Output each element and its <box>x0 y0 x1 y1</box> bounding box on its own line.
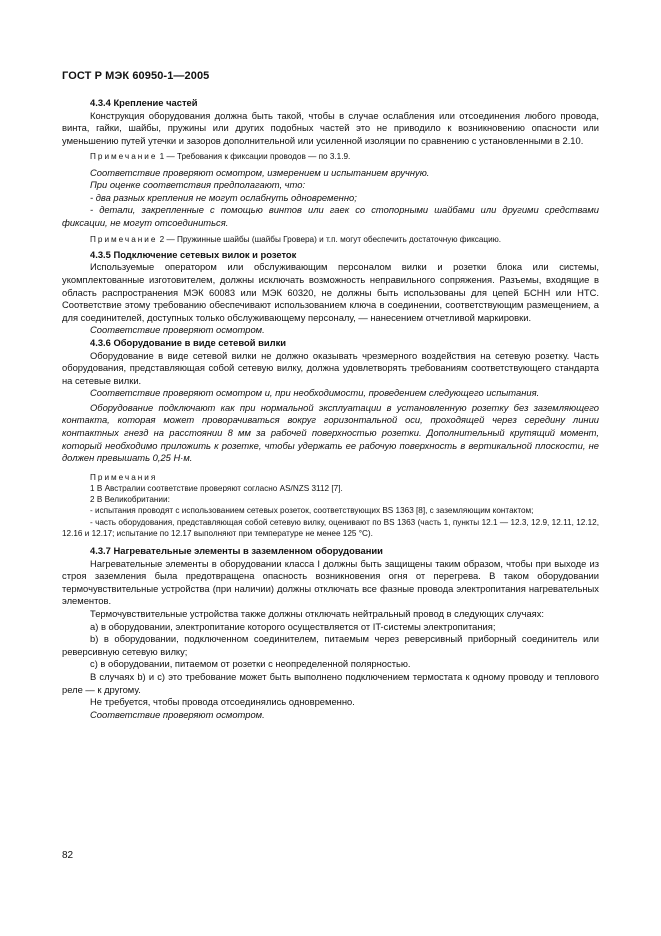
section-4-3-7-paragraph: Термочувствительные устройства также должны отключать нейтральный провод в следующих случаях: <box>90 608 545 620</box>
section-4-3-4-title: 4.3.4 Крепление частей <box>90 97 198 108</box>
document-header: ГОСТ Р МЭК 60950-1—2005 <box>62 70 210 82</box>
list-item-a: а) в оборудовании, электропитание которого осуществляется от IT-системы электропитания; <box>90 620 496 632</box>
dash-item: - детали, закрепленные с помощью винтов или гаек со стопорными шайбами или другими средствами фиксации, не могут отсоединиться. <box>62 204 599 228</box>
note-2 <box>62 234 599 245</box>
compliance-text: Соответствие проверяют осмотром, измерением и испытанием вручную. <box>90 166 430 178</box>
section-4-3-4-paragraph: Конструкция оборудования должна быть такой, чтобы в случае ослабления или отсоединения любого провода, винта, гайки, шайбы, пружины или других подобных частей это не приводило к возникновению опасности или уменьшению путей утечки и зазоров дополнительной или усиленной изоляции по сравнению с установленными в 2.10. <box>62 109 599 146</box>
note-item: 1 В Австралии соответствие проверяют согласно AS/NZS 3112 [7]. <box>90 484 343 494</box>
note-item: 2 В Великобритании: <box>90 495 170 505</box>
note-1 <box>62 151 599 162</box>
note-label: Примечание <box>90 152 158 162</box>
list-item-b: b) в оборудовании, подключенном соединителем, питаемым через реверсивный приборный соединитель или реверсивную сетевую вилку; <box>62 633 599 657</box>
section-4-3-6-paragraph: Оборудование в виде сетевой вилки не должно оказывать чрезмерного воздействия на сетевую розетку. Часть оборудования, представляющая собой сетевую вилку, должна удовлетворять требованиям соответствующего стандарта на сетевые вилки. <box>62 349 599 386</box>
test-description: Оборудование подключают как при нормальной эксплуатации в установленную розетку без заземляющего контакта, которая может проворачиваться вокруг горизонтальной оси, проходящей через середину линии контактных гнезд на расстоянии 8 мм за рабочей поверхностью розетки. Дополнительный крутящий момент, который необходимо приложить к розетке, чтобы удержать ее рабочую поверхность в вертикальной плоскости, не должен превышать 0,25 Н·м. <box>62 401 599 464</box>
page-content <box>62 97 599 721</box>
list-item-c: с) в оборудовании, питаемом от розетки с неопределенной полярностью. <box>90 658 411 670</box>
section-4-3-7-title: 4.3.7 Нагревательные элементы в заземленном оборудовании <box>90 545 383 557</box>
section-4-3-6-title: 4.3.6 Оборудование в виде сетевой вилки <box>90 336 287 348</box>
dash-item: - два разных крепления не могут ослабнуть одновременно; <box>90 191 357 203</box>
assumption-text: При оценке соответствия предполагают, что: <box>90 179 306 191</box>
note-text: 2 — Пружинные шайбы (шайбы Гровера) и т.п. могут обеспечить достаточную фиксацию. <box>159 234 502 244</box>
page-number: 82 <box>62 850 74 861</box>
section-4-3-7-paragraph: Не требуется, чтобы провода отсоединялись одновременно. <box>90 696 355 708</box>
section-4-3-5-title: 4.3.5 Подключение сетевых вилок и розеток <box>90 248 297 260</box>
note-text: 1 — Требования к фиксации проводов — по 3.1.9. <box>159 152 351 162</box>
compliance-text: Соответствие проверяют осмотром. <box>90 324 265 336</box>
section-4-3-5-paragraph: Используемые оператором или обслуживающим персоналом вилки и розетки блока или системы, укомплектованные изготовителем, должны исключать возможность неправильного сопряжения. Разъемы, входящие в область распространения МЭК 60083 или МЭК 60320, не должны быть использованы для цепей БСНН или НТС. Соответствие этому требованию обеспечивают использованием ключа в соединении, соответствующим размещением, а для соединителей, доступных только обслуживающему персоналу, — нанесением отчетливой маркировки. <box>62 261 599 323</box>
note-label: Примечание <box>90 234 158 244</box>
compliance-text: Соответствие проверяют осмотром и, при необходимости, проведением следующего испытания. <box>90 387 540 399</box>
compliance-text: Соответствие проверяют осмотром. <box>90 708 265 720</box>
notes-heading: Примечания <box>90 472 158 482</box>
note-item: - часть оборудования, представляющая собой сетевую вилку, оценивают по BS 1363 (часть 1, пункты 12.1 — 12.3, 12.9, 12.11, 12.12, 12.16 и 12.17; испытание по 12.17 выполняют при температуре не менее 125 °С). <box>62 517 599 538</box>
note-item: - испытания проводят с использованием сетевых розеток, соответствующих BS 1363 [8], с заземляющим контактом; <box>90 506 534 516</box>
section-4-3-7-paragraph: В случаях b) и с) это требование может быть выполнено подключением термостата к одному проводу и теплового реле — к другому. <box>62 671 599 695</box>
section-4-3-7-paragraph: Нагревательные элементы в оборудовании класса I должны быть защищены таким образом, чтобы при выходе из строя заземления была предотвращена опасность возникновения огня от перегрева. В таком оборудовании термочувствительные устройства (при наличии) должны отключать все фазные провода электропитания нагревательных элементов. <box>62 557 599 607</box>
